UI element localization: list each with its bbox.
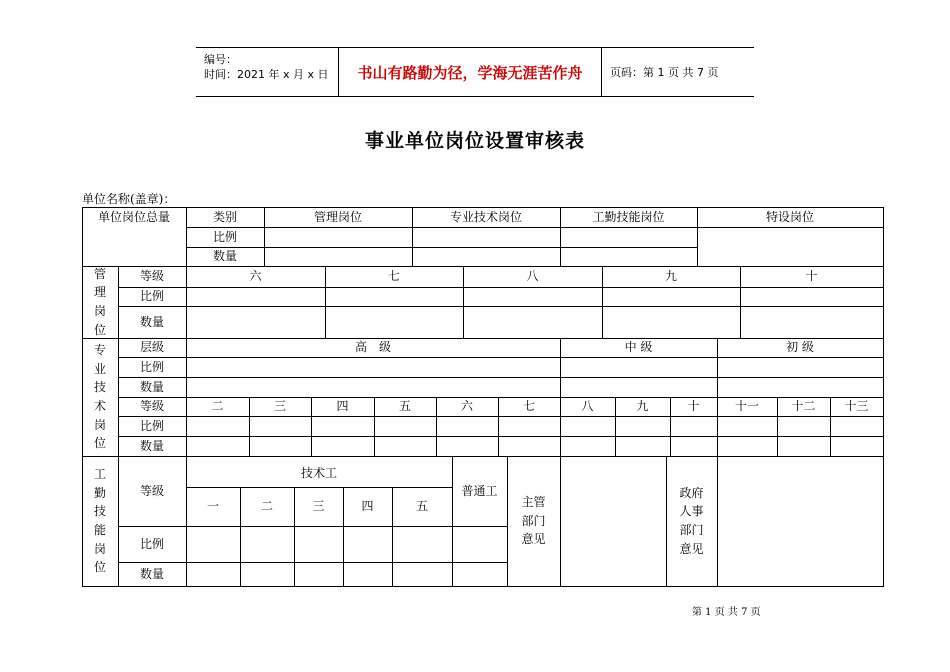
document-time-label: 时间：2021 年 x 月 x 日 (204, 68, 329, 81)
table-rule (118, 436, 884, 437)
category-label: 类别 (212, 209, 237, 224)
footer-page-number: 第 1 页 共 7 页 (692, 607, 761, 618)
technician-level: 一 (206, 499, 219, 514)
government-opinion-label: 政府 人事 部门 意见 (679, 485, 704, 556)
professional-level: 十一 (734, 399, 759, 414)
professional-level: 十三 (844, 399, 869, 414)
tier-label: 层级 (139, 340, 164, 355)
professional-level: 三 (273, 399, 286, 414)
table-rule (118, 306, 884, 307)
professional-level: 十 (687, 399, 700, 414)
count-label: 数量 (139, 566, 164, 581)
level-label: 等级 (139, 399, 164, 414)
technician-level: 四 (361, 499, 374, 514)
professional-level: 八 (581, 399, 594, 414)
ratio-label: 比例 (139, 418, 164, 433)
table-rule (560, 456, 561, 587)
category-header: 专业技术岗位 (449, 209, 522, 224)
ordinary-worker-label: 普通工 (461, 483, 498, 498)
tier-junior: 初 级 (786, 340, 814, 355)
technician-level: 五 (415, 499, 428, 514)
table-rule (186, 227, 884, 228)
technician-label: 技术工 (300, 466, 337, 481)
ratio-label: 比例 (212, 229, 237, 244)
table-rule (118, 357, 884, 358)
ratio-label: 比例 (139, 536, 164, 551)
unit-name-label: 单位名称(盖章)： (82, 192, 176, 206)
management-level: 八 (526, 269, 539, 284)
level-label: 等级 (139, 269, 164, 284)
management-side-label: 管 理 岗 位 (93, 266, 106, 337)
professional-level: 十二 (791, 399, 816, 414)
management-level: 七 (387, 269, 400, 284)
table-rule (717, 456, 718, 587)
professional-level: 六 (460, 399, 473, 414)
technician-level: 三 (312, 499, 325, 514)
professional-level: 四 (336, 399, 349, 414)
table-rule (452, 562, 453, 587)
worker-side-label: 工 勤 技 能 岗 位 (93, 467, 106, 575)
count-label: 数量 (139, 438, 164, 453)
header-page-number: 页码：第 1 页 共 7 页 (610, 66, 719, 79)
table-rule (82, 586, 884, 587)
tier-senior: 高 级 (354, 340, 391, 355)
ratio-label: 比例 (139, 359, 164, 374)
professional-level: 七 (522, 399, 535, 414)
tier-intermediate: 中 级 (624, 340, 653, 355)
level-label: 等级 (139, 483, 164, 498)
category-header: 管理岗位 (313, 209, 362, 224)
page-title: 事业单位岗位设置审核表 (364, 130, 585, 152)
document-number-label: 编号： (204, 53, 237, 66)
professional-level: 九 (636, 399, 649, 414)
category-header: 特设岗位 (765, 209, 814, 224)
table-rule (118, 377, 884, 378)
table-rule (118, 287, 884, 288)
header-motto: 书山有路勤为径，学海无涯苦作舟 (338, 48, 602, 96)
management-level: 九 (664, 269, 677, 284)
technician-level: 二 (260, 499, 273, 514)
total-positions-label: 单位岗位总量 (97, 209, 170, 224)
count-label: 数量 (139, 379, 164, 394)
category-header: 工勤技能岗位 (592, 209, 665, 224)
count-label: 数量 (212, 249, 237, 264)
management-level: 六 (249, 269, 262, 284)
department-opinion-label: 主管 部门 意见 (521, 495, 546, 547)
professional-level: 五 (398, 399, 411, 414)
professional-side-label: 专 业 技 术 岗 位 (93, 343, 106, 451)
ratio-label: 比例 (139, 289, 164, 304)
count-label: 数量 (139, 314, 164, 329)
table-rule (118, 416, 884, 417)
management-level: 十 (805, 269, 818, 284)
professional-level: 二 (211, 399, 224, 414)
